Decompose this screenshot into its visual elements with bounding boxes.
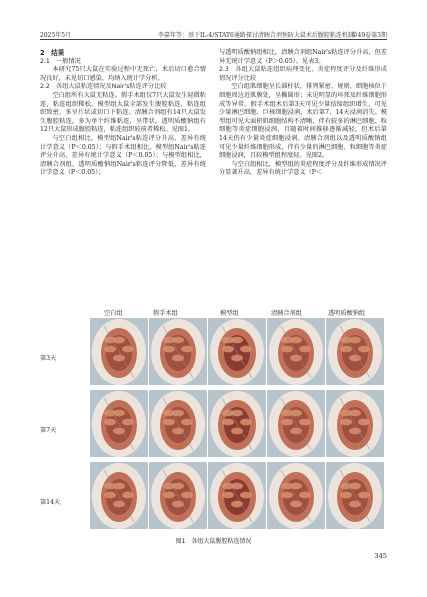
intestine-loop xyxy=(104,419,116,426)
intestine-loop xyxy=(358,346,370,353)
figure-row-label: 第3天 xyxy=(40,355,57,362)
paragraph: 本研究75只大鼠在实验过程中无死亡，术后切口愈合情况良好，未见切口感染，均纳入统计学分析。 xyxy=(40,66,206,82)
intestine-loop xyxy=(113,337,125,344)
intestine-loop xyxy=(290,410,302,417)
paragraph: 与空白组相比，模型组的炎症程度评分及纤维形成情况评分显著升高，差异有统计学意义（P＜ xyxy=(219,160,387,177)
surgical-photo xyxy=(149,390,207,457)
surgical-photo-image xyxy=(90,390,148,457)
intestine-loop xyxy=(181,419,193,426)
intestine-loop xyxy=(163,419,175,426)
intestine-loop xyxy=(104,346,116,353)
running-header-date: 2025年5月 xyxy=(40,32,72,39)
header-rule xyxy=(40,39,387,40)
surgical-photo-image xyxy=(149,462,207,529)
running-header-title: 李嘉年等：基于IL-4/STAT6通路探讨清胰合剂预防大鼠术后腹腔粘连机制 xyxy=(158,32,354,39)
intestine-loop xyxy=(172,337,184,344)
surgical-photo-image xyxy=(326,390,384,457)
intestine-loop xyxy=(340,492,352,499)
intestine-loop xyxy=(172,410,184,417)
intestine-loop xyxy=(358,492,370,499)
subsection-heading: 2.3 各组大鼠粘连组织病理变化、炎症程度评分及纤维形成情况评分比较 xyxy=(219,66,387,82)
surgical-photo xyxy=(326,318,384,385)
intestine-loop xyxy=(231,337,243,344)
surgical-photo xyxy=(149,462,207,529)
intestine-loop xyxy=(299,492,311,499)
surgical-photo-image xyxy=(208,318,266,385)
surgical-photo-image xyxy=(90,318,148,385)
surgical-photo-image xyxy=(208,390,266,457)
running-header-volume: 第49卷第3期 xyxy=(351,32,387,39)
intestine-loop xyxy=(104,492,116,499)
intestine-loop xyxy=(181,346,193,353)
intestine-loop xyxy=(240,419,252,426)
surgical-photo xyxy=(149,318,207,385)
intestine-loop xyxy=(231,410,243,417)
intestine-loop xyxy=(281,346,293,353)
surgical-photo-image xyxy=(149,390,207,457)
text-column-left xyxy=(40,49,206,178)
figure-column-label: 假手术组 xyxy=(153,310,178,317)
figure-row-label: 第14天 xyxy=(40,499,61,506)
page-number: 345 xyxy=(374,552,387,560)
intestine-loop xyxy=(299,419,311,426)
intestine-loop xyxy=(240,492,252,499)
intestine-loop xyxy=(299,346,311,353)
figure-column-label: 空白组 xyxy=(104,310,123,317)
intestine-loop xyxy=(163,346,175,353)
paragraph: 与空白组相比，模型组Nair's粘连评分升高，差异有统计学意义（P＜0.05）；与假手术组相比，模型组Nair's粘连评分升高，差异有统计学意义（P＜0.05）；与模型组相比，清胰合剂组、透明质酸钠组Nair's粘连评分降低，差异有统计学意义（P＜0.05）； xyxy=(40,134,206,177)
intestine-loop xyxy=(240,346,252,353)
intestine-loop xyxy=(349,337,361,344)
surgical-photo-image xyxy=(326,462,384,529)
subsection-heading: 2.2 各组大鼠粘连情况及Nair's粘连评分比较 xyxy=(40,83,167,91)
surgical-photo-image xyxy=(90,462,148,529)
intestine-loop xyxy=(163,492,175,499)
surgical-photo xyxy=(326,462,384,529)
surgical-photo xyxy=(208,390,266,457)
intestine-loop xyxy=(222,492,234,499)
intestine-loop xyxy=(349,410,361,417)
surgical-photo xyxy=(90,318,148,385)
intestine-loop xyxy=(340,419,352,426)
paragraph: 空白组肌细胞呈长圆柱状，排列紧密、规则，细胞核位于细胞周边近肌膜处，呈椭圆形；未见明显的坏死及纤维细胞形成等异常。假手术组术后第3天可见少量结缔组织增生，可见少量淋巴细胞、巨核细胞浸润，术后第7、14天浸润消失。模型组可见大面积肌细胞结构不清晰，伴有较多的淋巴细胞、粒细胞等炎症细胞浸润，且随着时间推移逐渐减轻，但术后第14天仍有少量炎症细胞浸润。清胰合剂组以及透明质酸钠组可见少量纤维细胞形成，伴有少量的淋巴细胞、粒细胞等炎症细胞浸润，且较模型组程度轻。见图2。 xyxy=(219,83,387,160)
intestine-loop xyxy=(122,492,134,499)
paragraph: 空白组所有大鼠无粘连。假手术组仅7只大鼠发生轻微粘连，粘连组织稀松。模型组大鼠全部发生腹腔粘连，粘连组织致密，多呈片状或切口下粘连。清胰合剂组有14只大鼠发生腹腔粘连，多为单个纤维粘连，呈带状。透明质酸钠组有12只大鼠形成腹腔粘连，粘连组织较前者稀松。见图1。 xyxy=(40,91,206,134)
surgical-photo xyxy=(90,390,148,457)
figure-column-label: 模型组 xyxy=(220,310,239,317)
surgical-photo-image xyxy=(326,318,384,385)
figure-column-label: 清胰合剂组 xyxy=(271,310,302,317)
intestine-loop xyxy=(222,346,234,353)
surgical-photo-image xyxy=(267,318,325,385)
intestine-loop xyxy=(172,355,184,362)
surgical-photo-image xyxy=(267,390,325,457)
subsection-heading: 2.1 一般情况 xyxy=(40,57,81,65)
surgical-photo xyxy=(267,462,325,529)
surgical-photo-image xyxy=(149,318,207,385)
intestine-loop xyxy=(113,410,125,417)
surgical-photo xyxy=(267,390,325,457)
intestine-loop xyxy=(349,355,361,362)
intestine-loop xyxy=(290,355,302,362)
surgical-photo xyxy=(208,318,266,385)
surgical-photo-image xyxy=(208,462,266,529)
intestine-loop xyxy=(122,419,134,426)
intestine-loop xyxy=(181,492,193,499)
figure-caption: 图1 各组大鼠腹腔粘连情况 xyxy=(175,538,252,545)
paragraph: 与透明质酸钠组相比，清胰合剂组Nair's粘连评分升高，但差异无统计学意义（P＞0.05）。见表3。 xyxy=(219,49,387,65)
figure-column-label: 透明质酸钠组 xyxy=(328,310,366,317)
figure-row-label: 第7天 xyxy=(40,427,57,434)
intestine-loop xyxy=(281,492,293,499)
intestine-loop xyxy=(340,346,352,353)
intestine-loop xyxy=(122,346,134,353)
surgical-photo xyxy=(326,390,384,457)
intestine-loop xyxy=(290,337,302,344)
section-heading: 2 结果 xyxy=(40,49,65,57)
text-column-right xyxy=(219,49,387,178)
surgical-photo xyxy=(208,462,266,529)
surgical-photo-image xyxy=(267,462,325,529)
surgical-photo xyxy=(90,462,148,529)
intestine-loop xyxy=(222,419,234,426)
surgical-photo xyxy=(267,318,325,385)
intestine-loop xyxy=(281,419,293,426)
intestine-loop xyxy=(231,355,243,362)
intestine-loop xyxy=(358,419,370,426)
intestine-loop xyxy=(113,355,125,362)
